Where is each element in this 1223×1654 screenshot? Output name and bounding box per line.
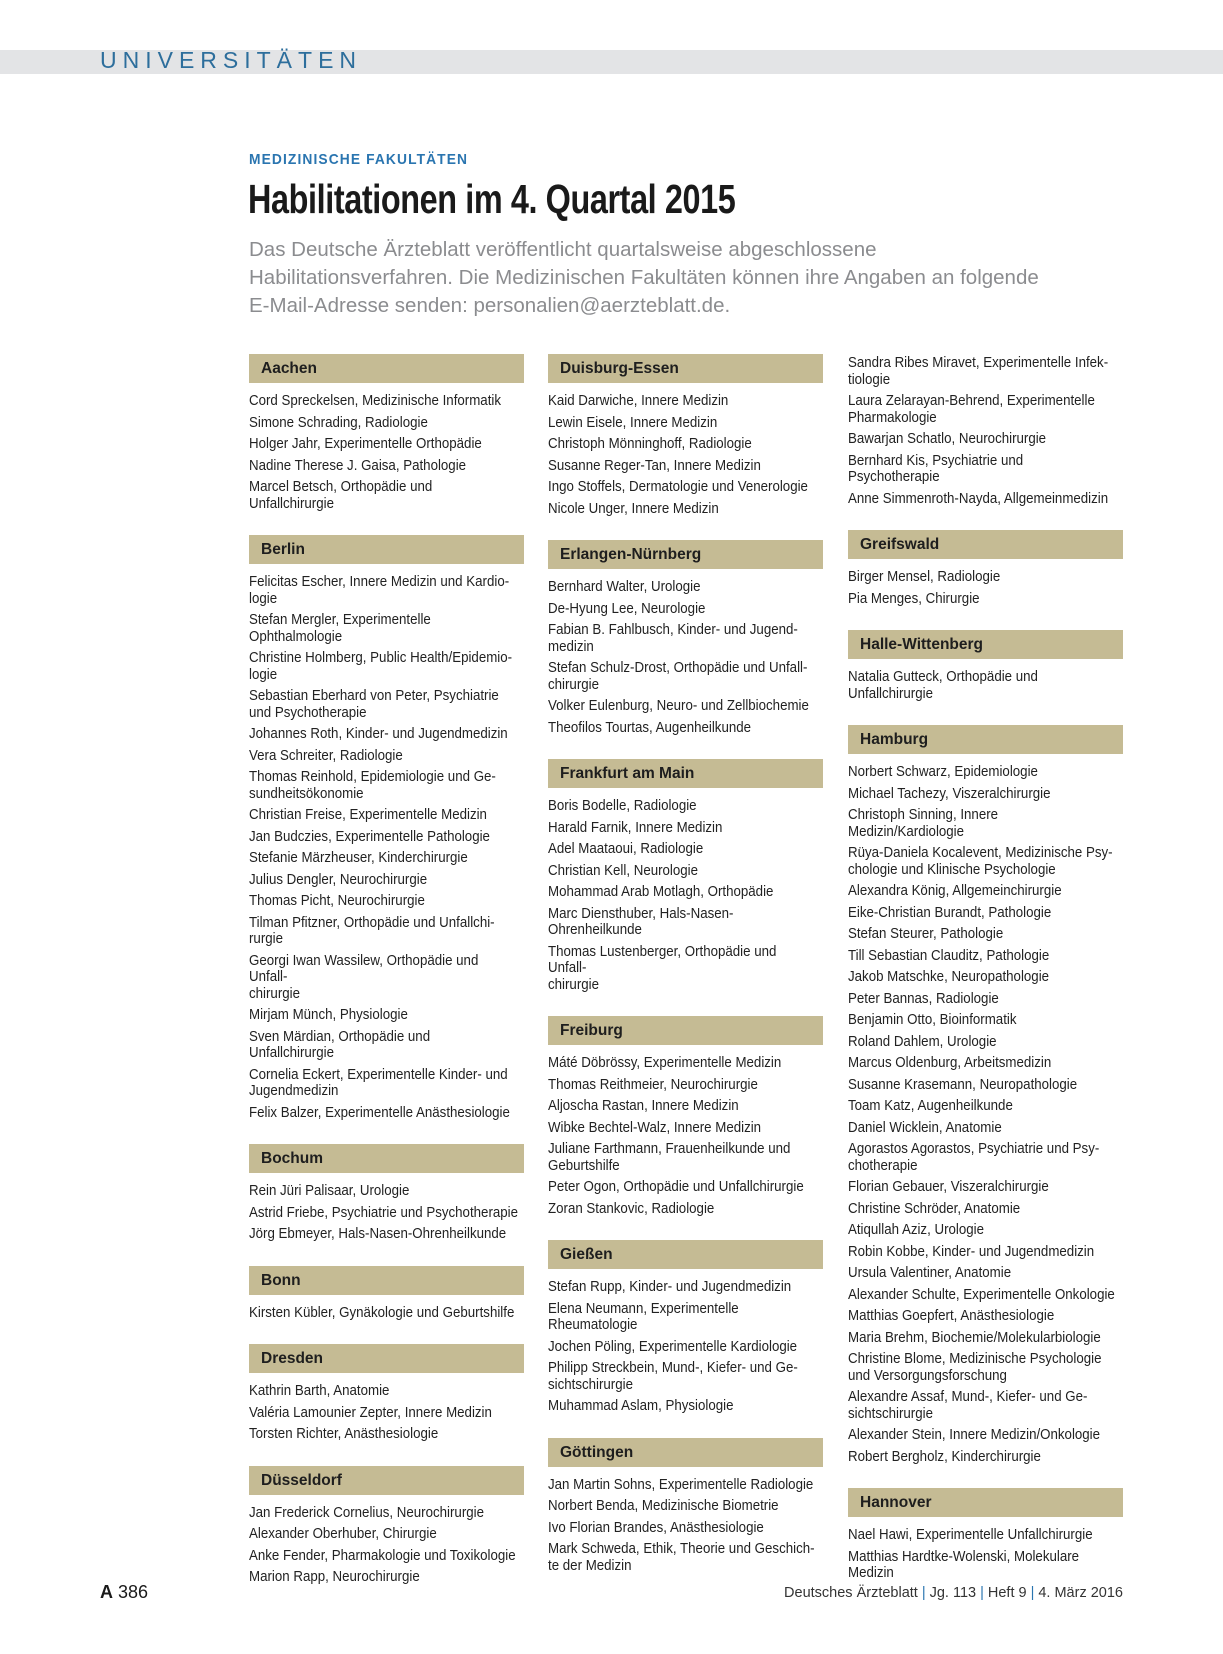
city-block [548,1438,823,1578]
habilitation-entry: Sandra Ribes Miravet, Experimentelle Infek- tiologie [848,355,1109,388]
habilitation-entry: Sven Märdian, Orthopädie und Unfallchirurgie [249,1028,431,1061]
habilitation-entry: Zoran Stankovic, Radiologie [548,1200,715,1217]
habilitation-entry: Natalia Gutteck, Orthopädie und Unfallchirurgie [848,669,1038,702]
separator: | [980,1585,984,1601]
habilitation-entry: Nicole Unger, Innere Medizin [548,500,719,517]
city-heading: Erlangen-Nürnberg [548,540,823,569]
city-block [249,1144,524,1246]
habilitation-entry: Robin Kobbe, Kinder- und Jugendmedizin [848,1243,1095,1260]
city-heading: Gießen [548,1240,823,1269]
city-block [548,759,823,996]
habilitation-entry: Florian Gebauer, Viszeralchirurgie [848,1179,1049,1195]
habilitation-entry: Mohammad Arab Motlagh, Orthopädie [548,884,774,900]
habilitation-entry: Stefan Mergler, Experimentelle Ophthalmologie [249,612,431,645]
city-block [548,1016,823,1220]
city-block [249,535,524,1124]
habilitation-entry: Marcel Betsch, Orthopädie und Unfallchirurgie [249,479,433,512]
habilitation-entry: Alexandre Assaf, Mund-, Kiefer- und Ge- sichtschirurgie [848,1389,1088,1422]
city-block [548,1240,823,1418]
article-title: Habilitationen im 4. Quartal 2015 [248,176,736,222]
habilitation-entry: Alexander Schulte, Experimentelle Onkologie [848,1286,1115,1303]
habilitation-entry: Eike-Christian Burandt, Pathologie [848,904,1052,921]
city-block [249,1344,524,1446]
habilitation-entry: Máté Döbrössy, Experimentelle Medizin [548,1055,782,1071]
city-block [548,540,823,739]
habilitation-entry: Stefan Schulz-Drost, Orthopädie und Unfall- chirurgie [548,660,808,693]
habilitation-entry: Jan Martin Sohns, Experimentelle Radiologie [548,1476,814,1493]
habilitation-entry: Birger Mensel, Radiologie [848,569,1001,585]
habilitation-entry: Jan Frederick Cornelius, Neurochirurgie [249,1504,484,1521]
habilitation-entry: Felix Balzer, Experimentelle Anästhesiologie [249,1104,510,1121]
habilitation-entry: Rein Jüri Palisaar, Urologie [249,1183,410,1199]
habilitation-entry: Laura Zelarayan-Behrend, Experimentelle Pharmakologie [848,393,1095,426]
habilitation-entry: Ingo Stoffels, Dermatologie und Venerologie [548,479,808,495]
habilitation-entry: Pia Menges, Chirurgie [848,590,980,607]
habilitation-entry: Vera Schreiter, Radiologie [249,747,403,764]
habilitation-entry: Valéria Lamounier Zepter, Innere Medizin [249,1404,492,1421]
habilitation-entry: Julius Dengler, Neurochirurgie [249,871,428,888]
habilitation-entry: Marcus Oldenburg, Arbeitsmedizin [848,1055,1052,1071]
habilitation-entry: Fabian B. Fahlbusch, Kinder- und Jugend- medizin [548,622,798,655]
habilitation-entry: Torsten Richter, Anästhesiologie [249,1426,439,1442]
habilitation-entry: Christine Blome, Medizinische Psychologie und Versorgungsforschung [848,1351,1102,1384]
city-block [548,354,823,520]
city-heading: Duisburg-Essen [548,354,823,383]
habilitation-entry: Christian Freise, Experimentelle Medizin [249,807,487,823]
habilitation-entry: Susanne Krasemann, Neuropathologie [848,1076,1078,1093]
habilitation-entry: Christoph Sinning, Innere Medizin/Kardiologie [848,807,999,840]
habilitation-entry: Theofilos Tourtas, Augenheilkunde [548,719,752,736]
column-3 [848,353,1123,1605]
page-prefix: A [100,1582,113,1602]
habilitation-entry: Nael Hawi, Experimentelle Unfallchirurgie [848,1527,1093,1543]
habilitation-entry: Ivo Florian Brandes, Anästhesiologie [548,1519,764,1536]
habilitation-entry: Stefan Rupp, Kinder- und Jugendmedizin [548,1279,792,1295]
habilitation-entry: Jörg Ebmeyer, Hals-Nasen-Ohrenheilkunde [249,1226,507,1242]
city-heading: Bonn [249,1266,524,1295]
city-heading: Freiburg [548,1016,823,1045]
city-block [848,630,1123,705]
habilitation-entry: Thomas Reinhold, Epidemiologie und Ge- sundheitsökonomie [249,769,496,802]
habilitation-entry: Maria Brehm, Biochemie/Molekularbiologie [848,1329,1101,1346]
city-block [848,1488,1123,1585]
separator: | [1030,1585,1035,1601]
city-block [848,353,1123,510]
habilitation-entry: Mirjam Münch, Physiologie [249,1007,408,1023]
habilitation-entry: Aljoscha Rastan, Innere Medizin [548,1098,739,1114]
habilitation-entry: Christian Kell, Neurologie [548,862,699,879]
city-heading: Göttingen [548,1438,823,1467]
habilitation-entry: Simone Schrading, Radiologie [249,414,428,431]
journal-issue: Heft 9 [987,1585,1027,1601]
habilitation-entry: Lewin Eisele, Innere Medizin [548,414,718,431]
habilitation-entry: Peter Ogon, Orthopädie und Unfallchirurgie [548,1179,804,1195]
habilitation-entry: Toam Katz, Augenheilkunde [848,1098,1013,1114]
city-heading: Aachen [249,354,524,383]
habilitation-entry: Till Sebastian Clauditz, Pathologie [848,947,1050,964]
habilitation-entry: Bernhard Kis, Psychiatrie und Psychotherapie [848,452,1024,485]
habilitation-entry: Alexander Oberhuber, Chirurgie [249,1526,437,1542]
section-label: UNIVERSITÄTEN [100,47,363,73]
habilitation-entry: Christine Schröder, Anatomie [848,1200,1021,1217]
habilitation-entry: Stefanie Märzheuser, Kinderchirurgie [249,850,468,866]
habilitation-entry: Marion Rapp, Neurochirurgie [249,1569,420,1585]
habilitation-entry: Michael Tachezy, Viszeralchirurgie [848,785,1051,802]
city-block [249,354,524,515]
page-number [100,1582,148,1603]
page-number-value: 386 [118,1582,149,1602]
habilitation-entry: Norbert Schwarz, Epidemiologie [848,764,1038,780]
habilitation-entry: Alexander Stein, Innere Medizin/Onkologie [848,1427,1101,1443]
habilitation-entry: Elena Neumann, Experimentelle Rheumatologie [548,1300,739,1333]
habilitation-entry: Felicitas Escher, Innere Medizin und Kardio- logie [249,574,510,607]
city-block [848,725,1123,1468]
journal-date: 4. März 2016 [1038,1585,1123,1601]
habilitation-entry: De-Hyung Lee, Neurologie [548,600,706,617]
separator: | [921,1585,926,1601]
journal-volume: Jg. 113 [929,1585,977,1601]
habilitation-entry: Sebastian Eberhard von Peter, Psychiatrie und Psychotherapie [249,688,499,721]
city-heading: Bochum [249,1144,524,1173]
habilitation-entry: Susanne Reger-Tan, Innere Medizin [548,457,761,474]
habilitation-entry: Mark Schweda, Ethik, Theorie und Geschich- te der Medizin [548,1541,815,1574]
city-heading: Hamburg [848,725,1123,754]
journal-footer [784,1585,1123,1601]
habilitation-entry: Norbert Benda, Medizinische Biometrie [548,1498,779,1514]
habilitation-entry: Thomas Lustenberger, Orthopädie und Unfall- chirurgie [548,943,777,993]
habilitation-entry: Benjamin Otto, Bioinformatik [848,1012,1017,1028]
habilitation-entry: Jakob Matschke, Neuropathologie [848,969,1050,985]
habilitation-entry: Anke Fender, Pharmakologie und Toxikologie [249,1547,516,1564]
habilitation-entry: Juliane Farthmann, Frauenheilkunde und Geburtshilfe [548,1141,791,1174]
habilitation-entry: Roland Dahlem, Urologie [848,1033,997,1050]
city-heading: Hannover [848,1488,1123,1517]
habilitation-entry: Wibke Bechtel-Walz, Innere Medizin [548,1119,762,1136]
city-heading: Dresden [249,1344,524,1373]
habilitation-entry: Jan Budczies, Experimentelle Pathologie [249,828,490,845]
city-block [249,1466,524,1589]
habilitation-entry: Astrid Friebe, Psychiatrie und Psychotherapie [249,1204,519,1221]
city-block [249,1266,524,1325]
habilitation-entry: Holger Jahr, Experimentelle Orthopädie [249,436,482,452]
habilitation-entry: Agorastos Agorastos, Psychiatrie und Psy- chotherapie [848,1141,1100,1174]
city-heading: Frankfurt am Main [548,759,823,788]
habilitation-entry: Stefan Steurer, Pathologie [848,926,1004,942]
habilitation-entry: Kaid Darwiche, Innere Medizin [548,393,729,409]
journal-name: Deutsches Ärzteblatt [784,1585,918,1601]
habilitation-entry: Johannes Roth, Kinder- und Jugendmedizin [249,726,508,742]
habilitation-entry: Cornelia Eckert, Experimentelle Kinder- und Jugendmedizin [249,1066,508,1099]
habilitation-entry: Christoph Mönninghoff, Radiologie [548,436,752,452]
habilitation-entry: Marc Diensthuber, Hals-Nasen-Ohrenheilkunde [548,905,734,938]
habilitation-entry: Thomas Reithmeier, Neurochirurgie [548,1076,758,1093]
habilitation-entry: Philipp Streckbein, Mund-, Kiefer- und Ge- sichtschirurgie [548,1360,798,1393]
habilitation-entry: Kathrin Barth, Anatomie [249,1383,390,1399]
city-block [848,530,1123,610]
habilitation-entry: Nadine Therese J. Gaisa, Pathologie [249,457,467,474]
city-heading: Greifswald [848,530,1123,559]
habilitation-entry: Thomas Picht, Neurochirurgie [249,893,425,909]
habilitation-entry: Christine Holmberg, Public Health/Epidemio- logie [249,650,513,683]
habilitation-entry: Boris Bodelle, Radiologie [548,798,697,814]
habilitation-entry: Muhammad Aslam, Physiologie [548,1398,734,1414]
habilitation-entry: Alexandra König, Allgemeinchirurgie [848,883,1062,899]
habilitation-entry: Robert Bergholz, Kinderchirurgie [848,1448,1041,1465]
article-intro: Das Deutsche Ärzteblatt veröffentlicht quartalsweise abgeschlossene Habilitationsverfahren. Die Medizinischen Fakultäten können ihre Angaben an folgende E-Mail-Adresse senden: personalien@aerzteblatt.de. [249,238,1039,317]
habilitation-entry: Rüya-Daniela Kocalevent, Medizinische Psy- chologie und Klinische Psychologie [848,845,1113,878]
habilitation-entry: Tilman Pfitzner, Orthopädie und Unfallchi- rurgie [249,914,495,947]
habilitation-entry: Daniel Wicklein, Anatomie [848,1119,1002,1136]
habilitation-entry: Jochen Pöling, Experimentelle Kardiologie [548,1338,798,1355]
habilitation-entry: Peter Bannas, Radiologie [848,990,999,1007]
habilitation-entry: Matthias Goepfert, Anästhesiologie [848,1308,1055,1324]
article-kicker: MEDIZINISCHE FAKULTÄTEN [249,151,469,168]
habilitation-entry: Harald Farnik, Innere Medizin [548,819,723,836]
habilitation-entry: Matthias Hardtke-Wolenski, Molekulare Medizin [848,1548,1080,1581]
habilitation-entry: Cord Spreckelsen, Medizinische Informatik [249,393,502,409]
city-heading: Berlin [249,535,524,564]
habilitation-entry: Kirsten Kübler, Gynäkologie und Geburtshilfe [249,1304,515,1321]
habilitation-entry: Adel Maataoui, Radiologie [548,841,704,857]
habilitation-entry: Ursula Valentiner, Anatomie [848,1265,1012,1281]
column-1 [249,354,524,1609]
habilitation-entry: Volker Eulenburg, Neuro- und Zellbiochemie [548,698,809,714]
column-2 [548,354,823,1597]
habilitation-entry: Anne Simmenroth-Nayda, Allgemeinmedizin [848,490,1109,507]
habilitation-entry: Bernhard Walter, Urologie [548,579,701,595]
habilitation-entry: Bawarjan Schatlo, Neurochirurgie [848,431,1047,447]
city-heading: Düsseldorf [249,1466,524,1495]
habilitation-entry: Atiqullah Aziz, Urologie [848,1222,984,1238]
city-heading: Halle-Wittenberg [848,630,1123,659]
habilitation-entry: Georgi Iwan Wassilew, Orthopädie und Unfall- chirurgie [249,952,479,1002]
